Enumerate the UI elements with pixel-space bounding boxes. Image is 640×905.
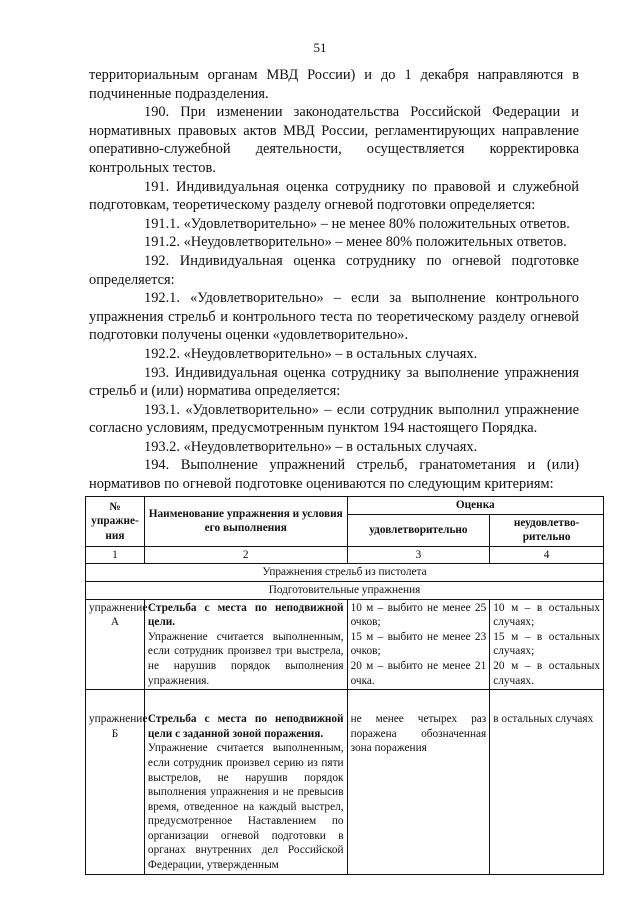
- unsatisfactory-criteria: [490, 599, 604, 690]
- paragraph: 192. Индивидуальная оценка сотруднику по огневой подготовке определяется:: [89, 252, 579, 288]
- exercise-title: Стрельба с места по неподвижной цели с заданной зоной поражения.: [147, 713, 344, 740]
- header-unsatisfactory: неудовлетво-рительно: [490, 514, 604, 546]
- criterion: не менее четырех раз поражена обозначенная зона поражения: [350, 713, 487, 755]
- criterion: 20 м – в остальных случаях.: [493, 659, 600, 687]
- column-number: 2: [144, 546, 347, 564]
- paragraph: 194. Выполнение упражнений стрельб, гранатометания и (или) нормативов по огневой подготовке оцениваются по следующим критериям:: [89, 457, 579, 493]
- table-row: [86, 690, 604, 875]
- paragraph: 192.2. «Неудовлетворительно» – в остальных случаях.: [144, 345, 478, 362]
- header-rating: Оценка: [347, 497, 603, 515]
- header-satisfactory: удовлетворительно: [347, 514, 490, 546]
- table-row: [86, 599, 604, 690]
- table-header-row: [86, 497, 604, 515]
- column-number: 1: [86, 546, 145, 564]
- paragraph: 193.1. «Удовлетворительно» – если сотрудник выполнил упражнение согласно условиям, предусмотренным пунктом 194 настоящего Порядка.: [89, 401, 579, 437]
- header-number: № упражне-ния: [86, 497, 145, 547]
- exercise-title: Стрельба с места по неподвижной цели.: [147, 601, 344, 629]
- exercise-description: Упражнение считается выполненным, если сотрудник произвел серию из пяти выстрелов, не нарушив порядок выполнения упражнения и не превысив время, отведенное на каждый выстрел, предусмотренное Наставлением по организации огневой подготовки в органах внутренних дел Российской Федерации, утвержденным: [147, 742, 344, 872]
- criterion: 10 м – выбито не менее 25 очков;: [350, 601, 487, 629]
- subsection-title: Подготовительные упражнения: [86, 581, 604, 599]
- body-text: [89, 66, 579, 494]
- criterion: 20 м – выбито не менее 21 очка.: [350, 659, 487, 687]
- paragraph: 193. Индивидуальная оценка сотруднику за выполнение упражнения стрельб и (или) норматива определяется:: [89, 364, 579, 400]
- criterion: 10 м – в остальных случаях;: [493, 601, 600, 629]
- subsection-row: [86, 581, 604, 599]
- paragraph: 191.1. «Удовлетворительно» – не менее 80% положительных ответов.: [144, 215, 570, 232]
- header-name: Наименование упражнения и условия его выполнения: [144, 497, 347, 547]
- section-row: [86, 564, 604, 582]
- page-number: 51: [313, 40, 327, 55]
- paragraph: 191.2. «Неудовлетворительно» – менее 80% положительных ответов.: [144, 234, 567, 251]
- paragraph: 190. При изменении законодательства Российской Федерации и нормативных правовых актов МВД России, регламентирующих направление оперативно-служебной деятельности, осуществляется корректировка контрольных тестов.: [89, 104, 579, 176]
- criterion: 15 м – выбито не менее 23 очков;: [350, 630, 487, 658]
- section-title: Упражнения стрельб из пистолета: [86, 564, 604, 582]
- exercise-number: упражнение А: [86, 599, 145, 690]
- paragraph: 191. Индивидуальная оценка сотруднику по правовой и служебной подготовкам, теоретическому разделу огневой подготовки определяется:: [89, 178, 579, 214]
- satisfactory-criteria: [347, 599, 490, 690]
- paragraph: территориальным органам МВД России) и до 1 декабря направляются в подчиненные подразделения.: [89, 67, 579, 102]
- criterion: 15 м – в остальных случаях;: [493, 630, 600, 658]
- exercise-description: Упражнение считается выполненным, если сотрудник произвел три выстрела, не нарушив порядок выполнения упражнения.: [147, 630, 344, 687]
- column-number: 4: [490, 546, 604, 564]
- unsatisfactory-criteria: [490, 690, 604, 875]
- column-number: 3: [347, 546, 490, 564]
- column-number-row: [86, 546, 604, 564]
- exercise-number: упражнение Б: [86, 690, 145, 875]
- paragraph: 192.1. «Удовлетворительно» – если за выполнение контрольного упражнения стрельб и контрольного теста по теоретическому разделу огневой подготовки получены оценки «удовлетворительно».: [89, 290, 579, 344]
- criterion: в остальных случаях: [493, 713, 594, 726]
- exercise-conditions: [144, 690, 347, 875]
- exercise-conditions: [144, 599, 347, 690]
- criteria-table: [85, 496, 604, 875]
- satisfactory-criteria: [347, 690, 490, 875]
- paragraph: 193.2. «Неудовлетворительно» – в остальных случаях.: [144, 438, 478, 455]
